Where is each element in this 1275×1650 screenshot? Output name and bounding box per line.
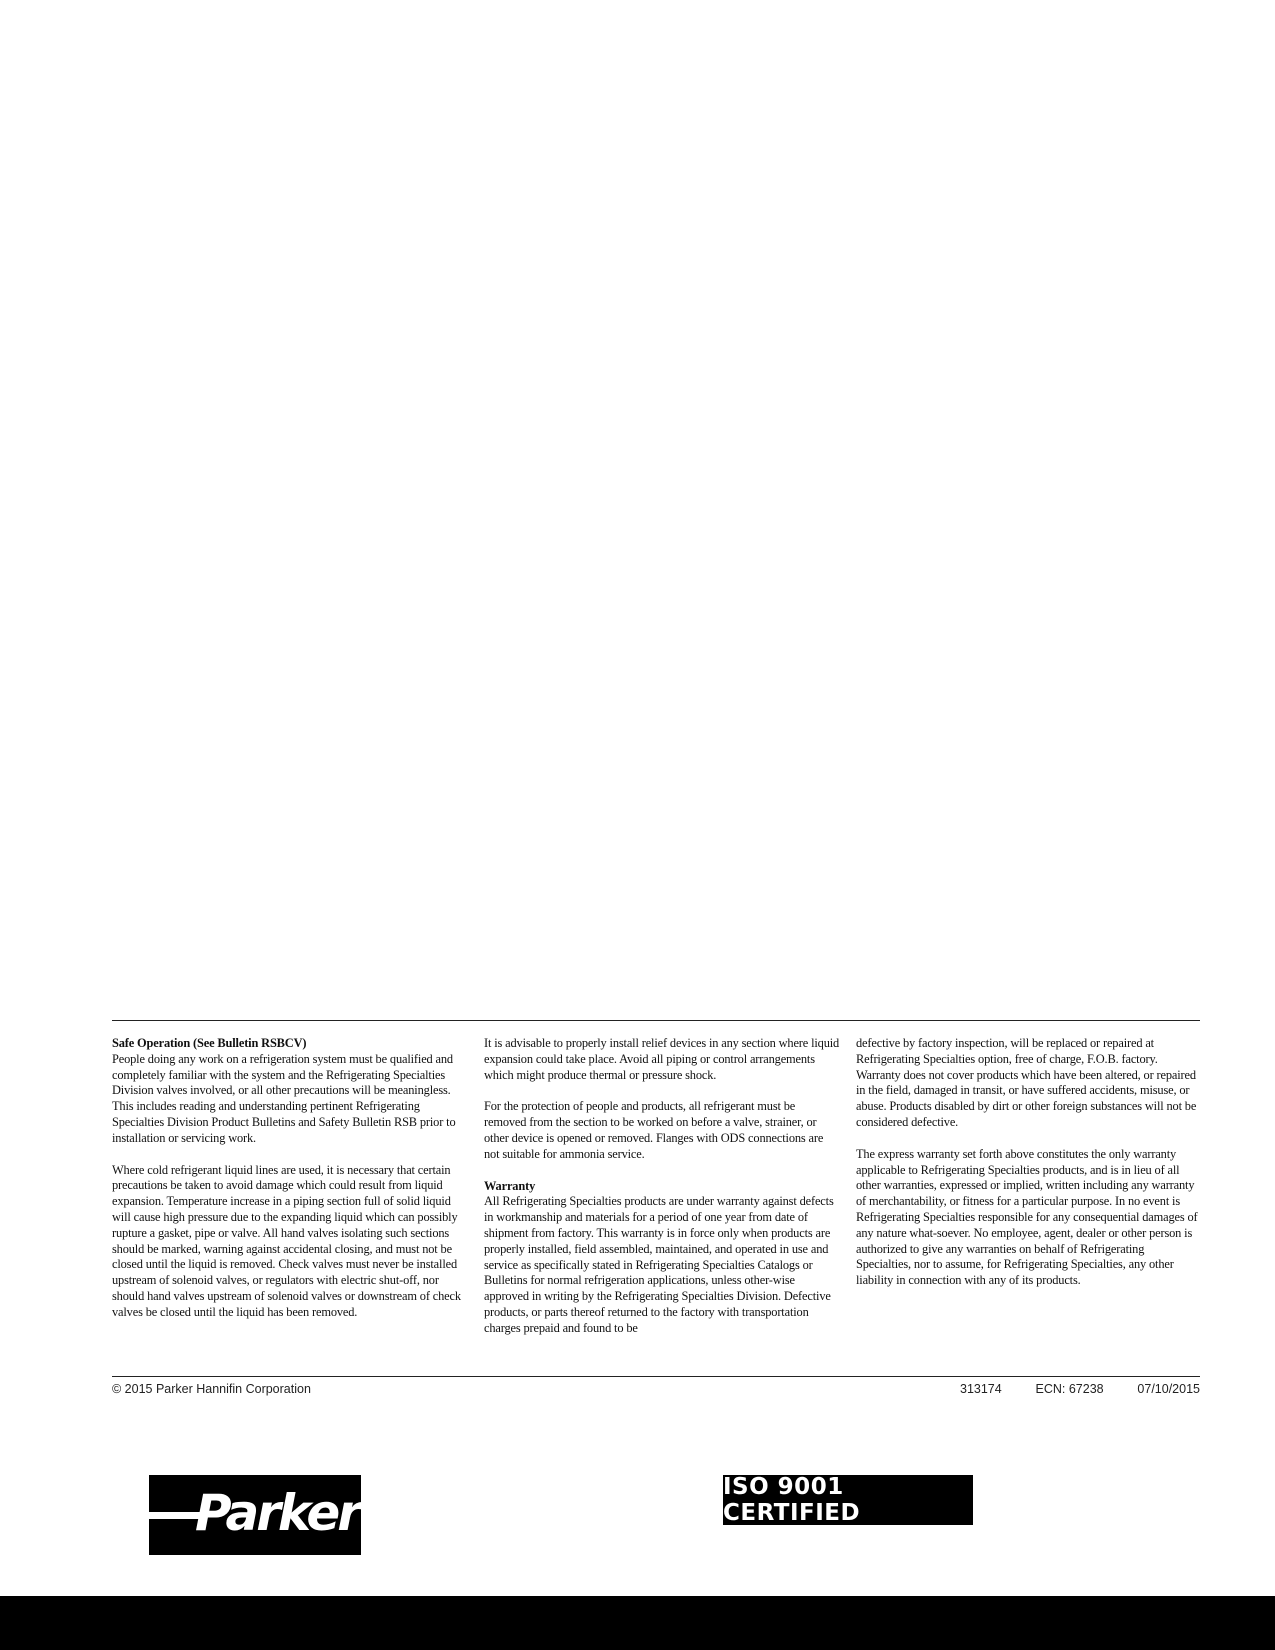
column-safe-operation bbox=[112, 1036, 468, 1337]
bottom-divider bbox=[112, 1376, 1200, 1377]
parker-logo bbox=[149, 1475, 361, 1555]
iso-certified-badge: ISO 9001 CERTIFIED bbox=[723, 1475, 973, 1525]
document-date: 07/10/2015 bbox=[1137, 1382, 1200, 1396]
bottom-black-band bbox=[0, 1596, 1275, 1650]
safe-operation-paragraph-1 bbox=[112, 1036, 468, 1147]
express-warranty-paragraph: The express warranty set forth above constitutes the only warranty applicable to Refrigerating Specialties products, and is in lieu of all other warranties, expressed or implied, written including any warranty of merchantability, or fitness for a particular purpose. In no event is Refrigerating Specialties responsible for any consequential damages of any nature what-soever. No employee, agent, dealer or other person is authorized to give any warranties on behalf of Refrigerating Specialties, nor to assume, for Refrigerating Specialties, any other liability in connection with any of its products. bbox=[856, 1146, 1198, 1288]
top-divider bbox=[112, 1020, 1200, 1021]
copyright-notice: © 2015 Parker Hannifin Corporation bbox=[112, 1382, 311, 1396]
warranty-text: All Refrigerating Specialties products are under warranty against defects in workmanship and materials for a period of one year from date of shipment from factory. This warranty is in force only when products are properly installed, field assembled, maintained, and operated in use and service as specifically stated in Refrigerating Specialties Catalogs or Bulletins for normal refrigeration applications, unless other-wise approved in writing by the Refrigerating Specialties Division. Defective products, or parts thereof returned to the factory with transportation charges prepaid and found to be bbox=[484, 1194, 834, 1335]
document-number: 313174 bbox=[960, 1382, 1002, 1396]
logo-wordmark: Parker bbox=[195, 1484, 359, 1542]
column-relief-and-warranty bbox=[484, 1036, 840, 1353]
warranty-paragraph bbox=[484, 1179, 840, 1337]
document-info bbox=[960, 1382, 1200, 1396]
ecn-number: ECN: 67238 bbox=[1035, 1382, 1104, 1396]
safe-operation-text-1: People doing any work on a refrigeration system must be qualified and completely familiar with the system and the Refrigerating Specialties Division valves involved, or all other precautions will be meaningless. This includes reading and understanding pertinent Refrigerating Specialties Division Product Bulletins and Safety Bulletin RSB prior to installation or servicing work. bbox=[112, 1051, 456, 1145]
safe-operation-heading: Safe Operation (See Bulletin RSBCV) bbox=[112, 1036, 307, 1050]
warranty-continued-paragraph: defective by factory inspection, will be replaced or repaired at Refrigerating Specialties option, free of charge, F.O.B. factory. Warranty does not cover products which have been altered, or repaired in the field, damaged in transit, or have suffered accidents, misuse, or abuse. Products disabled by dirt or other foreign substances will not be considered defective. bbox=[856, 1036, 1197, 1129]
relief-devices-paragraph: It is advisable to properly install relief devices in any section where liquid expansion could take place. Avoid all piping or control arrangements which might produce thermal or pressure shock. bbox=[484, 1036, 840, 1082]
column-warranty-continued bbox=[856, 1036, 1200, 1305]
safe-operation-paragraph-2: Where cold refrigerant liquid lines are used, it is necessary that certain precautions be taken to avoid damage which could result from liquid expansion. Temperature increase in a piping section full of solid liquid will cause high pressure due to the expanding liquid which can possibly rupture a gasket, pipe or valve. All hand valves isolating such sections should be marked, warning against accidental closing, and must not be closed until the liquid is removed. Check valves must never be installed upstream of solenoid valves, or regulators with electric shut-off, nor should hand valves upstream of solenoid valves or downstream of check valves be closed until the liquid has been removed. bbox=[112, 1162, 461, 1319]
refrigerant-removal-paragraph: For the protection of people and products, all refrigerant must be removed from the section to be worked on before a valve, strainer, or other device is opened or removed. Flanges with ODS connections are not suitable for ammonia service. bbox=[484, 1099, 824, 1161]
warranty-heading: Warranty bbox=[484, 1178, 536, 1193]
